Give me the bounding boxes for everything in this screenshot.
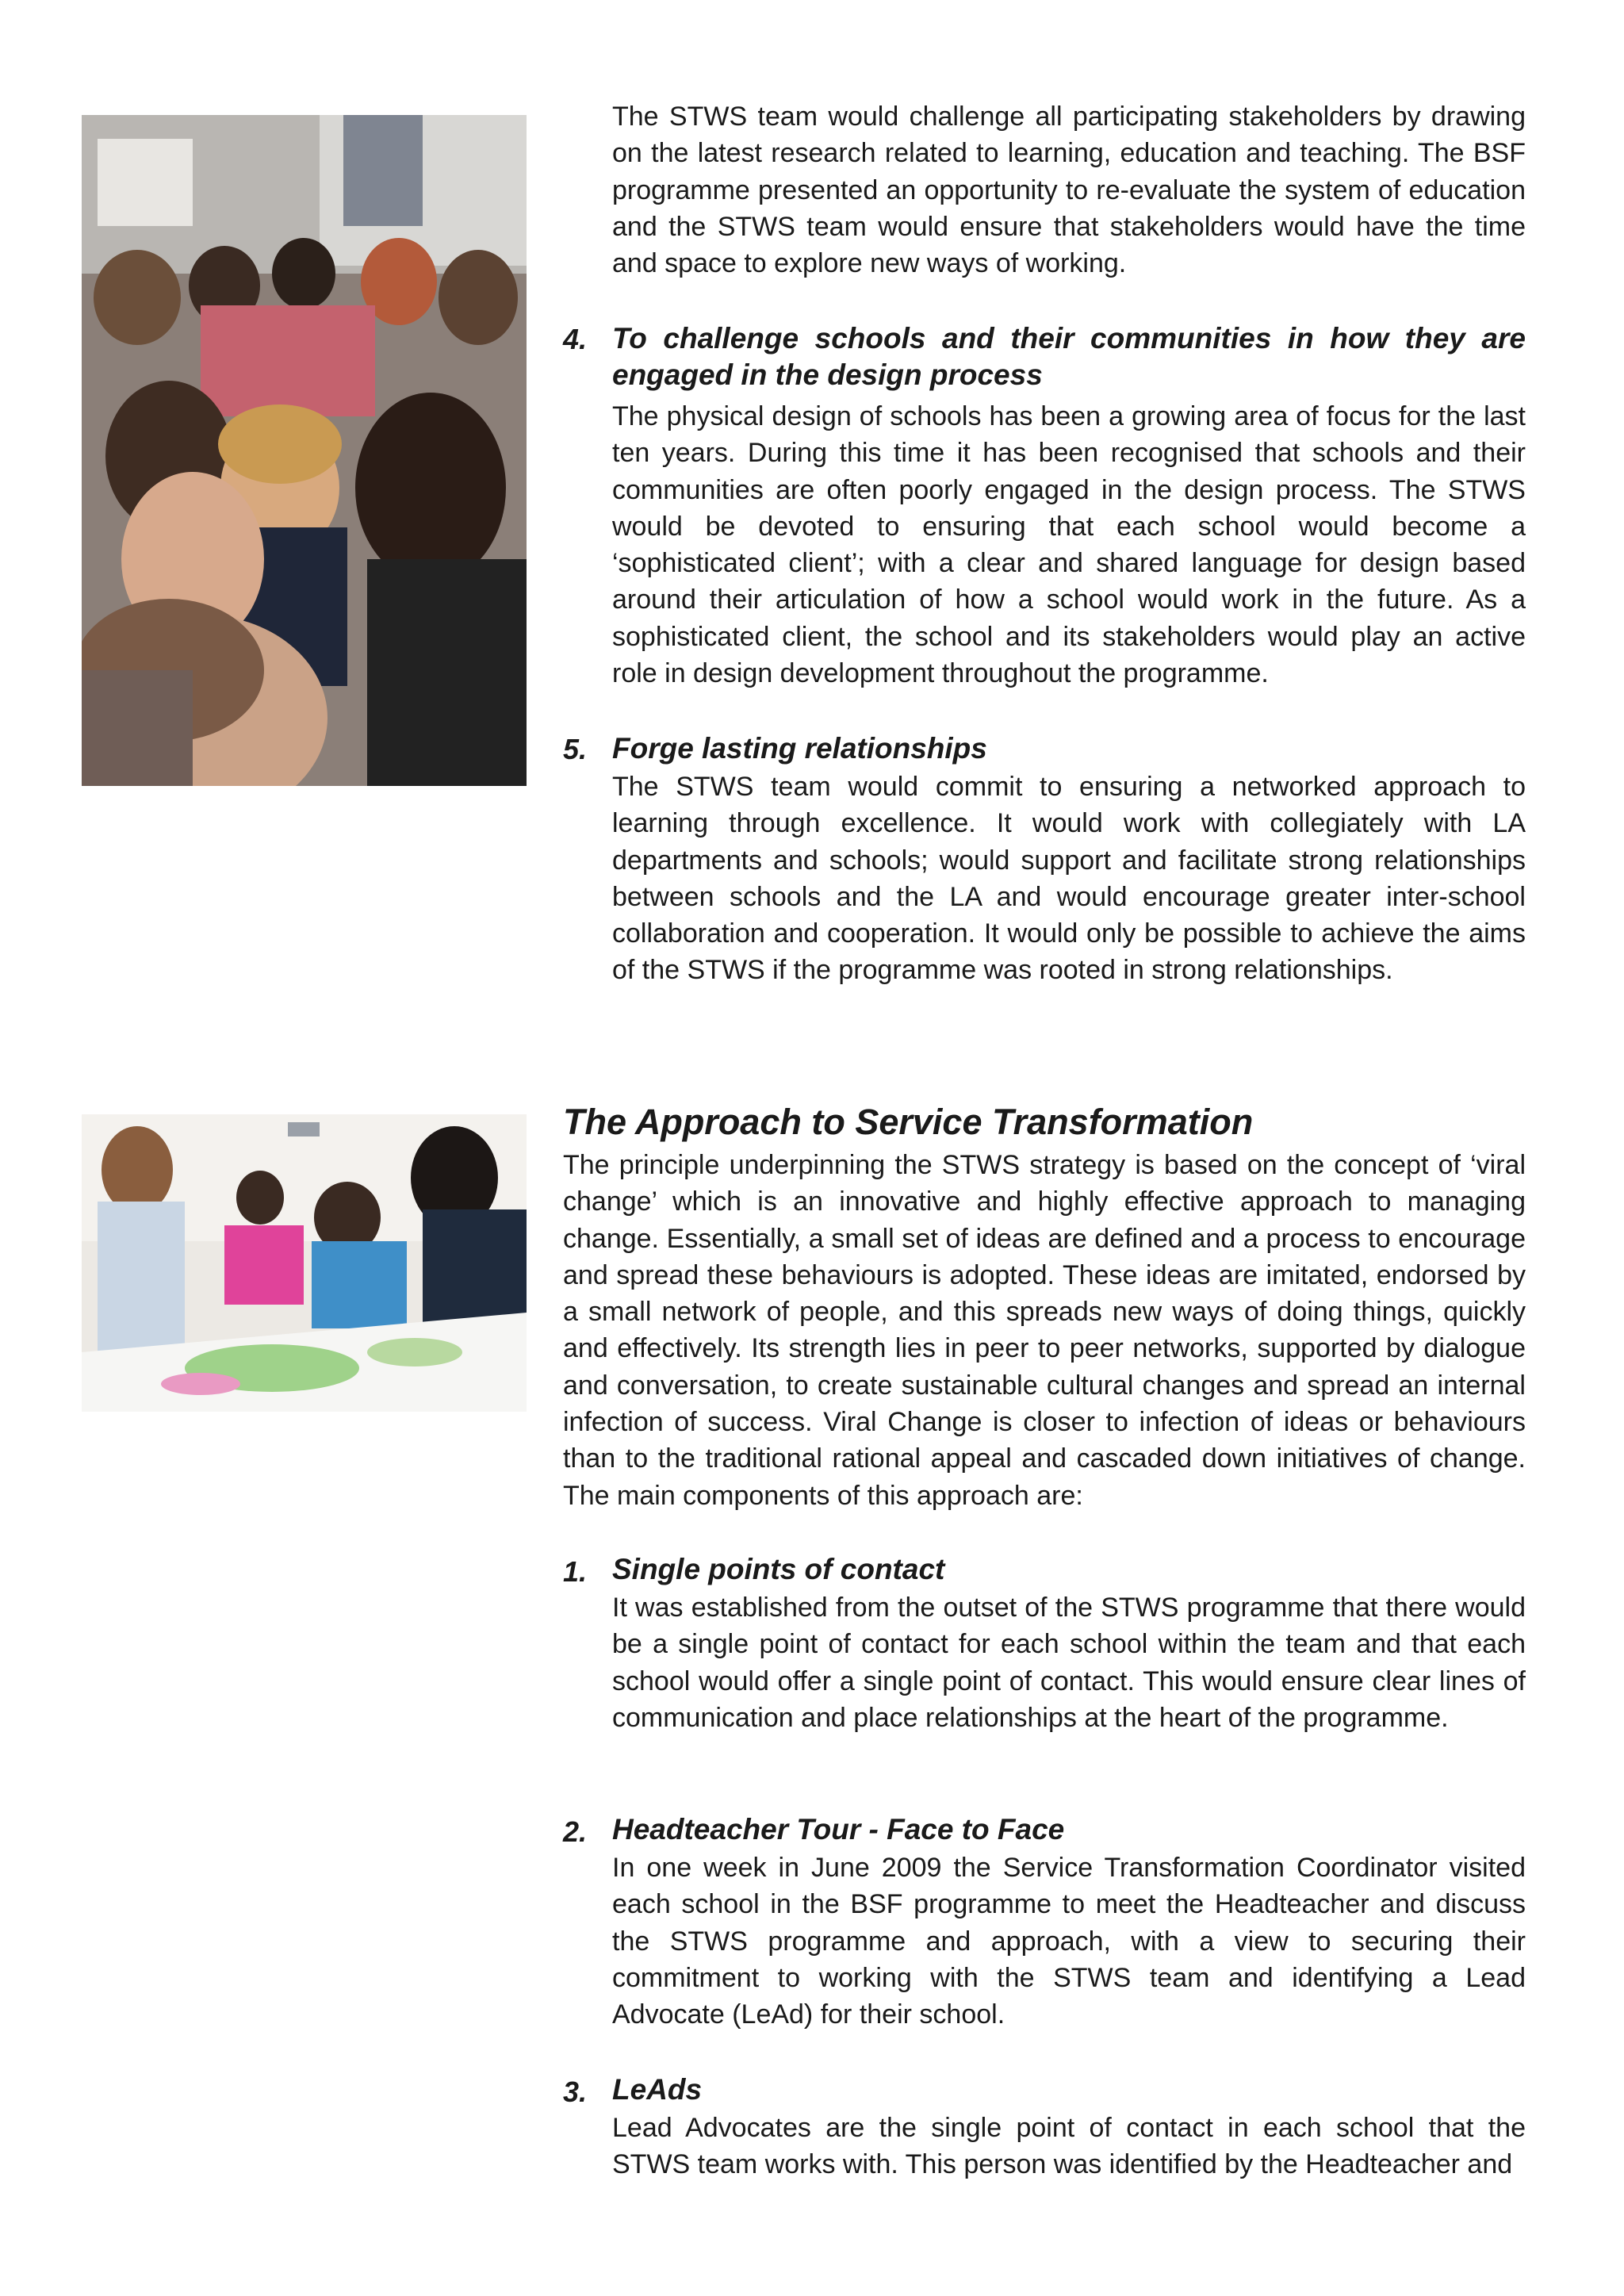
component-1-heading: Single points of contact — [612, 1553, 945, 1585]
component-1-number: 1. — [563, 1555, 588, 1588]
aim-5-heading: Forge lasting relationships — [612, 732, 987, 765]
aim-5-body: The STWS team would commit to ensuring a networked approach to learning through excellence. It would work with collegiately with LA departments and schools; would support and facilitate strong relationships between schools and the LA and would encourage greater inter-school collaboration and cooperation. It would only be possible to achieve the aims of the STWS if the programme was rooted in strong relationships. — [612, 772, 1526, 986]
component-1-body: It was established from the outset of the STWS programme that there would be a single point of contact for each school within the team and that each school would offer a single point of contact. This would ensure clear lines of communication and place relationships at the heart of the programme. — [612, 1593, 1526, 1733]
component-3-number: 3. — [563, 2076, 588, 2108]
component-3-heading: LeAds — [612, 2073, 703, 2106]
aim-4-number: 4. — [563, 323, 588, 355]
aim-4-heading: To challenge schools and their communities in how they are engaged in the design process — [612, 322, 1526, 392]
intro-paragraph: The STWS team would challenge all participating stakeholders by drawing on the latest research related to learning, education and teaching. The BSF programme presented an opportunity to re-evaluate the system of education and the STWS team would ensure that stakeholders would have the time and space to explore new ways of working. — [612, 102, 1526, 279]
aim-4-body: The physical design of schools has been a growing area of focus for the last ten years. During this time it has been recognised that schools and their communities are often poorly engaged in the design process. The STWS would be devoted to ensuring that each school would become a ‘sophisticated client’; with a clear and shared language for design based around their articulation of how a school would work in the future. As a sophisticated client, the school and its stakeholders would play an active role in design development throughout the programme. — [612, 401, 1526, 689]
classroom-audience-photo — [82, 115, 527, 786]
component-2-number: 2. — [563, 1815, 588, 1848]
section-intro: The principle underpinning the STWS strategy is based on the concept of ‘viral change’ which is an innovative and highly effective approach to managing change. Essentially, a small set of ideas are defined and a process to encourage and spread these behaviours is adopted. These ideas are imitated, endorsed by a small network of people, and this spreads new ways of doing things, quickly and effectively. Its strength lies in peer to peer networks, supported by dialogue and conversation, to create sustainable cultural changes and spread an internal infection of success. Viral Change is closer to infection of ideas or behaviours than to the traditional rational appeal and cascaded down initiatives of change. The main components of this approach are: — [563, 1150, 1526, 1511]
aim-5-number: 5. — [563, 733, 588, 765]
component-2-heading: Headteacher Tour - Face to Face — [612, 1813, 1065, 1846]
section-title: The Approach to Service Transformation — [563, 1102, 1254, 1142]
component-3-body: Lead Advocates are the single point of contact in each school that the STWS team works with. This person was identified by the Headteacher and — [612, 2113, 1526, 2180]
students-table-activity-photo — [82, 1114, 527, 1412]
component-2-body: In one week in June 2009 the Service Transformation Coordinator visited each school in the BSF programme to meet the Headteacher and discuss the STWS programme and approach, with a view to securing their commitment to working with the STWS team and identifying a Lead Advocate (LeAd) for their school. — [612, 1853, 1526, 2030]
